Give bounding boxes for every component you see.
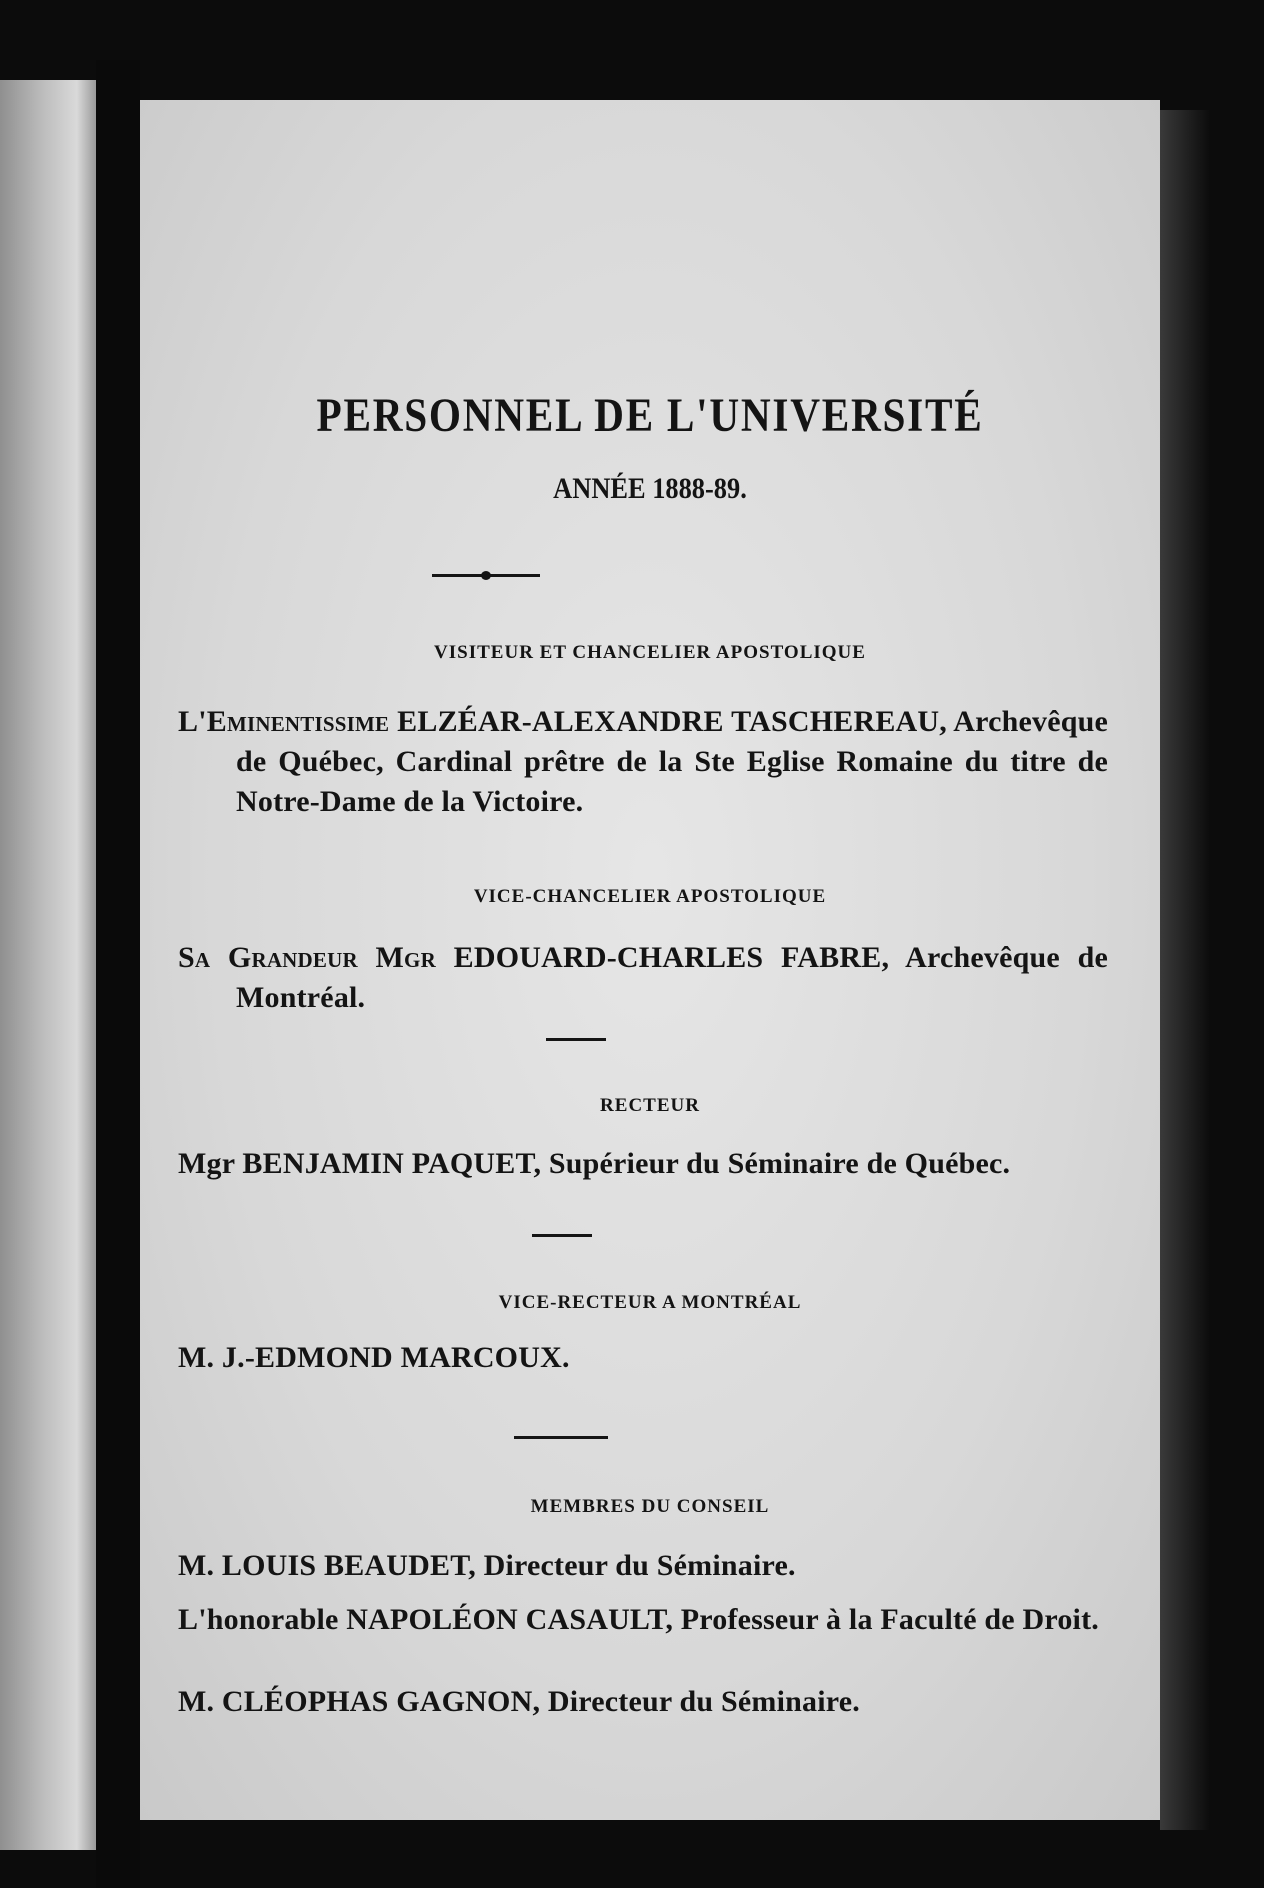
entry-prefix: M. <box>178 1549 215 1582</box>
entry-name: J.-EDMOND MARCOUX. <box>221 1341 570 1374</box>
entry-name: EDOUARD-CHARLES FABRE, <box>453 941 890 974</box>
entry-prefix: Sa Grandeur Mgr <box>178 941 436 974</box>
entry-prefix: L'honorable <box>178 1603 339 1636</box>
entry-prefix: M. <box>178 1341 215 1374</box>
entry-name: BENJAMIN PAQUET, <box>242 1147 542 1180</box>
section-heading-membres: MEMBRES DU CONSEIL <box>530 1496 770 1517</box>
section-heading-vice-chancelier: VICE-CHANCELIER APOSTOLIQUE <box>473 886 827 907</box>
book-gutter <box>96 60 140 1888</box>
entry-taschereau <box>178 702 1108 822</box>
entry-prefix: M. <box>178 1685 215 1718</box>
section-heading-recteur: RECTEUR <box>600 1095 700 1116</box>
entry-description: Directeur du Séminaire. <box>547 1685 860 1718</box>
entry-prefix: L'Eminentissime <box>178 705 390 738</box>
entry-marcoux <box>178 1338 1108 1378</box>
entry-name: NAPOLÉON CASAULT, <box>346 1603 674 1636</box>
entry-prefix: Mgr <box>178 1147 235 1180</box>
entry-name: ELZÉAR-ALEXANDRE TASCHEREAU, <box>397 705 947 738</box>
entry-beaudet <box>178 1546 1108 1586</box>
page-title: PERSONNEL DE L'UNIVERSITÉ <box>316 389 984 442</box>
section-rule <box>514 1436 608 1439</box>
document-page <box>140 100 1160 1820</box>
entry-description: Archevêque de Québec, Cardinal prêtre de la Ste Eglise Romaine du titre de Notre-Dame de la Victoire. <box>236 705 1108 818</box>
entry-description: Archevêque de Montréal. <box>236 941 1108 1014</box>
ornamental-rule <box>432 574 540 577</box>
entry-gagnon <box>178 1682 1108 1722</box>
entry-name: CLÉOPHAS GAGNON, <box>221 1685 541 1718</box>
entry-casault <box>178 1600 1108 1640</box>
page-subtitle: ANNÉE 1888-89. <box>553 472 747 505</box>
section-heading-visiteur: VISITEUR ET CHANCELIER APOSTOLIQUE <box>434 642 866 663</box>
page-edge-shadow <box>1160 110 1210 1830</box>
section-heading-vice-recteur: VICE-RECTEUR A MONTRÉAL <box>498 1292 802 1313</box>
section-rule <box>532 1234 592 1237</box>
section-rule <box>546 1038 606 1041</box>
entry-description: Professeur à la Faculté de Droit. <box>680 1603 1099 1636</box>
entry-description: Supérieur du Séminaire de Québec. <box>548 1147 1011 1180</box>
entry-description: Directeur du Séminaire. <box>483 1549 796 1582</box>
entry-name: LOUIS BEAUDET, <box>221 1549 476 1582</box>
entry-paquet <box>178 1144 1108 1184</box>
facing-page-edge <box>0 80 96 1850</box>
entry-fabre <box>178 938 1108 1018</box>
